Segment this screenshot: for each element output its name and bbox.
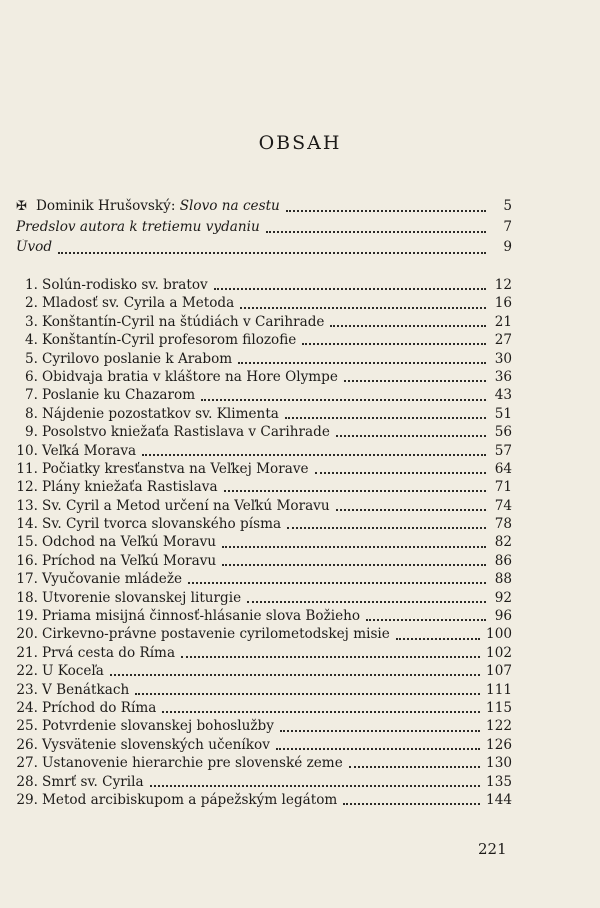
toc-entry [16, 590, 512, 608]
cross-icon: ✠ [16, 199, 27, 214]
chapter-number: 26. [16, 736, 38, 753]
toc-page: 9 [503, 239, 512, 256]
toc-label: Potvrdenie slovanskej bohoslužby [42, 718, 274, 735]
toc-entry [16, 645, 512, 663]
toc-label: Príchod do Ríma [42, 699, 157, 716]
toc-page: 88 [494, 571, 512, 588]
toc-entry [16, 608, 512, 626]
chapter-number: 23. [16, 681, 38, 698]
toc-label: Prvá cesta do Ríma [42, 644, 176, 661]
chapter-number: 14. [16, 516, 38, 533]
chapter-number: 21. [16, 644, 38, 661]
toc-author: Dominik Hrušovský: [36, 198, 180, 214]
toc-entry [16, 534, 512, 552]
chapter-number: 22. [16, 663, 38, 680]
toc-entry [16, 351, 512, 369]
toc-label: Počiatky kresťanstva na Veľkej Morave [42, 460, 309, 477]
toc-page: 92 [494, 589, 512, 606]
toc-page: 43 [494, 387, 512, 404]
leader-dots [181, 656, 480, 658]
toc-entry [16, 387, 512, 405]
toc-entry [16, 277, 512, 295]
toc-page: 82 [494, 534, 512, 551]
chapter-number: 10. [16, 442, 38, 459]
toc-entry [16, 198, 512, 219]
toc-page: 126 [486, 736, 512, 753]
toc-label: Cirkevno-právne postavenie cyrilometodskej misie [42, 626, 390, 643]
chapter-number: 4. [25, 332, 38, 349]
toc-page: 115 [486, 699, 512, 716]
chapter-number: 13. [16, 497, 38, 514]
toc-page: 21 [494, 313, 512, 330]
toc-label: Odchod na Veľkú Moravu [42, 534, 217, 551]
toc-entry [16, 792, 512, 810]
chapter-number: 3. [25, 313, 38, 330]
toc-page: 78 [494, 516, 512, 533]
toc-label: Predslov autora k tretiemu vydaniu [16, 218, 260, 235]
toc-page: 64 [494, 460, 512, 477]
leader-dots [224, 490, 486, 492]
toc-label: Úvod [16, 239, 53, 256]
toc-entry [16, 498, 512, 516]
leader-dots [214, 288, 486, 290]
toc-label: Príchod na Veľkú Moravu [42, 552, 217, 569]
chapter-number: 20. [16, 626, 38, 643]
toc-page: 27 [494, 332, 512, 349]
leader-dots [162, 711, 480, 713]
toc-label: Konštantín-Cyril profesorom filozofie [42, 332, 297, 349]
toc-page: 30 [494, 350, 512, 367]
leader-dots [222, 546, 486, 548]
chapter-number: 16. [16, 552, 38, 569]
toc-label: Ustanovenie hierarchie pre slovenské zeme [42, 755, 343, 772]
toc-entry [16, 314, 512, 332]
toc-label: Poslanie ku Chazarom [42, 387, 196, 404]
chapter-list [16, 277, 512, 810]
toc-page: 5 [503, 198, 512, 214]
toc-entry [16, 682, 512, 700]
chapter-number: 18. [16, 589, 38, 606]
toc-entry [16, 700, 512, 718]
leader-dots [349, 766, 480, 768]
toc-entry [16, 755, 512, 773]
toc-page: 36 [494, 368, 512, 385]
toc-label: Smrť sv. Cyrila [42, 773, 144, 790]
toc-page: 135 [486, 773, 512, 790]
leader-dots [247, 601, 486, 603]
toc-label: Utvorenie slovanskej liturgie [42, 589, 242, 606]
front-matter-list [16, 198, 512, 260]
toc-page: 100 [486, 626, 512, 643]
toc-entry [16, 663, 512, 681]
leader-dots [238, 362, 486, 364]
chapter-number: 25. [16, 718, 38, 735]
toc-label: Solún-rodisko sv. bratov [42, 277, 208, 293]
leader-dots [336, 509, 486, 511]
toc-page: 12 [494, 277, 512, 293]
leader-dots [315, 472, 486, 474]
leader-dots [58, 252, 486, 254]
toc-label: Veľká Morava [42, 442, 137, 459]
leader-dots [201, 399, 486, 401]
toc-page: 71 [494, 479, 512, 496]
toc-page: 102 [486, 644, 512, 661]
toc-entry [16, 369, 512, 387]
toc-entry [16, 737, 512, 755]
toc-label: Slovo na cestu [179, 198, 280, 214]
toc-label: Sv. Cyril tvorca slovanského písma [42, 516, 282, 533]
toc-label: Posolstvo kniežaťa Rastislava v Carihrade [42, 424, 330, 441]
toc-entry [16, 553, 512, 571]
toc-entry [16, 219, 512, 240]
leader-dots [266, 231, 486, 233]
toc-page: 144 [486, 791, 512, 808]
toc-label: Plány kniežaťa Rastislava [42, 479, 218, 496]
chapter-number: 24. [16, 699, 38, 716]
toc-entry [16, 479, 512, 497]
chapter-number: 1. [25, 277, 38, 293]
toc-page: 111 [486, 681, 512, 698]
chapter-number: 5. [25, 350, 38, 367]
toc-page: 130 [486, 755, 512, 772]
toc-label: U Koceľa [42, 663, 104, 680]
leader-dots [302, 343, 486, 345]
chapter-number: 2. [25, 295, 38, 312]
leader-dots [280, 730, 480, 732]
toc-entry [16, 295, 512, 313]
toc-page: 57 [494, 442, 512, 459]
leader-dots [286, 210, 486, 212]
toc-entry [16, 443, 512, 461]
toc-label: Konštantín-Cyril na štúdiách v Carihrade [42, 313, 325, 330]
toc-page: 51 [494, 405, 512, 422]
leader-dots [344, 380, 486, 382]
chapter-number: 11. [16, 460, 38, 477]
toc-label: Nájdenie pozostatkov sv. Klimenta [42, 405, 279, 422]
leader-dots [150, 785, 480, 787]
toc-page: 74 [494, 497, 512, 514]
leader-dots [343, 803, 480, 805]
toc-entry [16, 332, 512, 350]
leader-dots [188, 582, 486, 584]
toc-page: 86 [494, 552, 512, 569]
toc-entry [16, 239, 512, 260]
toc-label: Mladosť sv. Cyrila a Metoda [42, 295, 235, 312]
chapter-number: 17. [16, 571, 38, 588]
page-number: 221 [478, 840, 507, 858]
toc-entry [16, 424, 512, 442]
leader-dots [330, 325, 486, 327]
chapter-number: 28. [16, 773, 38, 790]
toc-page: 107 [486, 663, 512, 680]
leader-dots [396, 638, 480, 640]
chapter-number: 15. [16, 534, 38, 551]
leader-dots [287, 527, 486, 529]
chapter-number: 6. [25, 368, 38, 385]
toc-entry [16, 718, 512, 736]
chapter-number: 7. [25, 387, 38, 404]
toc-page: 122 [486, 718, 512, 735]
leader-dots [142, 454, 486, 456]
toc-label: Vysvätenie slovenských učeníkov [42, 736, 270, 753]
toc-label: Obidvaja bratia v kláštore na Hore Olympe [42, 368, 338, 385]
toc-page: 96 [494, 608, 512, 625]
toc-page: 16 [494, 295, 512, 312]
leader-dots [240, 307, 486, 309]
leader-dots [135, 693, 480, 695]
page-title: OBSAH [258, 132, 342, 154]
toc-entry [16, 406, 512, 424]
toc-page: 7 [503, 218, 512, 235]
toc-label: V Benátkach [42, 681, 130, 698]
toc-entry [16, 516, 512, 534]
leader-dots [366, 619, 486, 621]
toc-label: Priama misijná činnosť-hlásanie slova Božieho [42, 608, 361, 625]
chapter-number: 29. [16, 791, 38, 808]
toc-entry [16, 461, 512, 479]
chapter-number: 19. [16, 608, 38, 625]
leader-dots [276, 748, 480, 750]
leader-dots [285, 417, 486, 419]
toc-label: Cyrilovo poslanie k Arabom [42, 350, 233, 367]
toc-label: Vyučovanie mládeže [42, 571, 183, 588]
chapter-number: 8. [25, 405, 38, 422]
toc-entry [16, 571, 512, 589]
chapter-number: 27. [16, 755, 38, 772]
leader-dots [336, 435, 486, 437]
chapter-number: 9. [25, 424, 38, 441]
leader-dots [222, 564, 486, 566]
toc-entry [16, 774, 512, 792]
chapter-number: 12. [16, 479, 38, 496]
toc-entry [16, 626, 512, 644]
leader-dots [110, 674, 480, 676]
toc-label: Sv. Cyril a Metod určení na Veľkú Moravu [42, 497, 330, 514]
toc-label: Metod arcibiskupom a pápežským legátom [42, 791, 338, 808]
toc-page: 56 [494, 424, 512, 441]
